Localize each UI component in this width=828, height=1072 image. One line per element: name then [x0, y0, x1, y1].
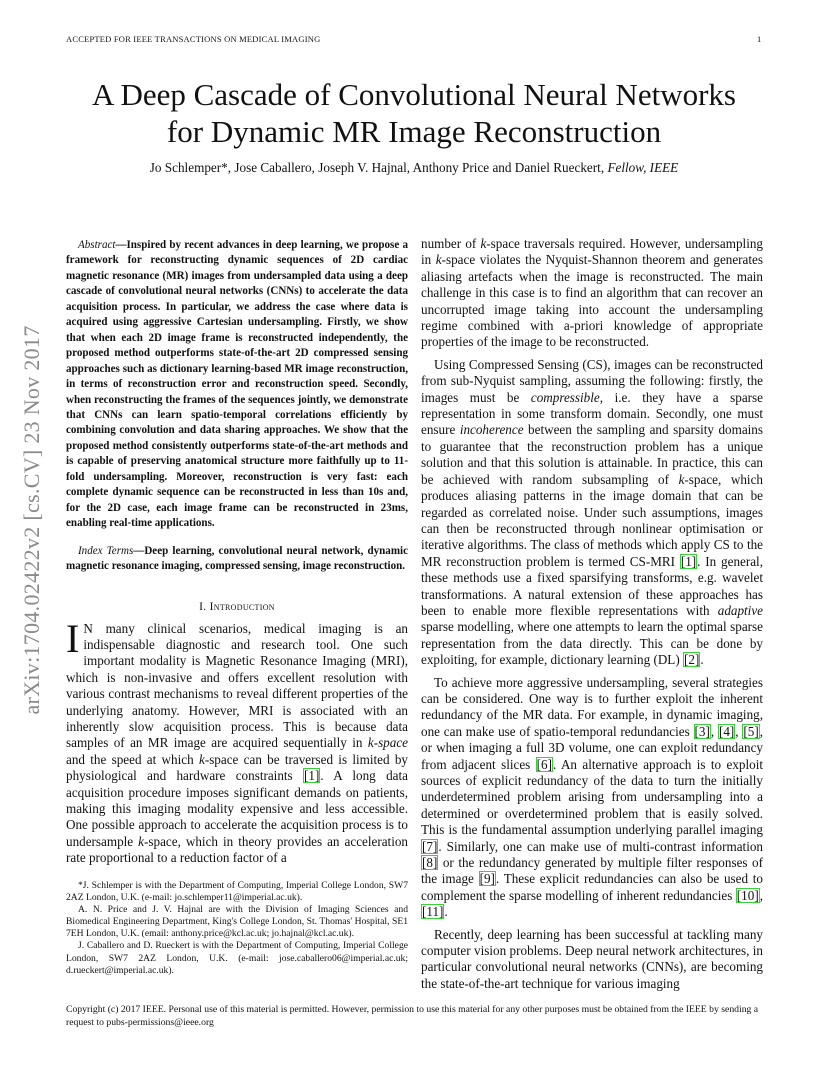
- intro-kspace: k-space: [367, 735, 408, 751]
- math-k: k: [480, 236, 487, 251]
- citation-link[interactable]: [7]: [422, 838, 438, 854]
- citation-link[interactable]: [9]: [479, 871, 495, 887]
- text-run: or the redundancy generated by multiple filter responses of the image: [421, 855, 763, 887]
- abstract: [66, 238, 408, 532]
- author-names: Jo Schlemper*, Jose Caballero, Joseph V. Hajnal, Anthony Price and Daniel Rueckert,: [149, 160, 605, 175]
- intro-first-word: N: [83, 620, 93, 636]
- emph-incoherence: incoherence: [459, 422, 524, 438]
- drop-cap: I: [66, 615, 80, 661]
- citation-link[interactable]: [4]: [718, 723, 735, 739]
- copyright-notice: Copyright (c) 2017 IEEE. Personal use of this material is permitted. However, permission to use this material for any other purposes must be obtained from the IEEE by sending a request to pubs-permissions@ieee.org: [66, 1004, 759, 1028]
- math-k: k: [678, 471, 685, 487]
- text-run: -space, which produces aliasing patterns in the image domain that can be regarded as correlated noise. Under such assumptions, images can then be reconstructed through nonlinear optimisation or iterative algorithms. The class of methods which apply CS to the MR reconstruction problem is termed CS-MRI: [421, 471, 763, 569]
- text-run: -space violates the Nyquist-Shannon theorem and generates aliasing artefacts when the image is reconstructed. The main challenge in this case is to find an algorithm that can recover an uncorrupted image taking into account the undersampling regime combined with a-priori knowledge of appropriate properties of the image to be reconstructed.: [421, 252, 763, 350]
- abstract-lead: Abstract: [78, 239, 116, 251]
- text-run: . In general, these methods use a fixed sparsifying transforms, e.g. wavelet transformations. A natural extension of these approaches has been to enable more flexible representations with: [421, 553, 763, 618]
- text-run: , i.e. they have a sparse representation in some transform domain. Secondly, one must ensure: [421, 389, 763, 438]
- arxiv-stamp: [14, 280, 50, 760]
- citation-link[interactable]: [1]: [304, 768, 320, 784]
- left-column: [66, 238, 408, 867]
- text-run: .: [444, 904, 448, 920]
- right-paragraph-4: Recently, deep learning has been successful at tackling many computer vision problems. Deep neural network architectures, in particular convolutional neural networks (CNNs), are becoming the state-of-the-art technique for various imaging: [421, 926, 763, 991]
- text-run: between the sampling and sparsity domains to guarantee that the reconstruction problem has a unique solution and that this solution is attainable. In practice, this can be achieved with random subsampling of: [421, 422, 763, 487]
- section-heading: [66, 601, 408, 613]
- text-run: -space traversals required. However, undersampling in: [421, 236, 763, 268]
- right-paragraph-1: [421, 236, 763, 351]
- author-fellow: Fellow, IEEE: [607, 160, 679, 175]
- citation-link[interactable]: [8]: [422, 855, 438, 871]
- emph-adaptive: adaptive: [717, 602, 763, 618]
- intro-text-3: -space can be traversed is limited by physiological and hardware constraints: [66, 751, 408, 784]
- arxiv-id: arXiv:1704.02422v2 [cs.CV] 23 Nov 2017: [19, 325, 44, 715]
- index-terms-text: —Deep learning, convolutional neural network, dynamic magnetic resonance imaging, compressed sensing, image reconstruction.: [66, 544, 408, 573]
- page-number: 1: [757, 34, 762, 44]
- index-terms-lead: Index Terms: [78, 544, 134, 557]
- intro-text-4: . A long data acquisition procedure imposes significant demands on patients, making this imaging modality expensive and less accessible. One possible approach to accelerate the acquisition process is to undersample: [66, 768, 408, 849]
- right-paragraph-2: [421, 357, 763, 669]
- text-run: To achieve more aggressive undersampling, several strategies can be considered. One way is to further exploit the inherent redundancy of the MR data. For example, in dynamic imaging, one can make use of spatio-temporal redundancies: [421, 674, 763, 739]
- emph-compressible: compressible: [530, 389, 600, 405]
- footnote: *J. Schlemper is with the Department of Computing, Imperial College London, SW7 2AZ London, U.K. (e-mail: jo.schlemper11@imperial.ac.uk).: [66, 880, 408, 904]
- author-list: [0, 160, 828, 176]
- footnotes: [66, 880, 408, 977]
- footnote: A. N. Price and J. V. Hajnal are with the Division of Imaging Sciences and Biomedical Engineering Department, King's College London, St. Thomas' Hospital, SE1 7EH London, U.K. (email: anthony.price@kcl.ac.uk; jo.hajnal@kcl.ac.uk).: [66, 904, 408, 940]
- intro-text-1: many clinical scenarios, medical imaging is an indispensable diagnostic and research tool. One such important modality is Magnetic Resonance Imaging (MRI), which is non-invasive and offers excellent resolution with various contrast mechanisms to reveal different properties of the underlying anatomy. However, MRI is associated with an inherently slow acquisition process. This is because data samples of an MR image are acquired sequentially in: [66, 620, 408, 751]
- intro-text-2: and the speed at which: [66, 751, 199, 767]
- text-run: .: [700, 652, 704, 668]
- intro-text-5: -space, which in theory provides an acceleration rate proportional to a reduction factor of a: [66, 833, 408, 866]
- text-run: ,: [710, 723, 718, 739]
- citation-link[interactable]: [10]: [736, 887, 759, 903]
- intro-k: k: [198, 751, 205, 767]
- citation-link[interactable]: [1]: [680, 553, 697, 569]
- math-k: k: [435, 252, 442, 268]
- right-column: [421, 236, 763, 992]
- section-number: I.: [199, 600, 207, 613]
- right-paragraph-3: [421, 675, 763, 921]
- text-run: . These explicit redundancies can also be used to complement the sparse modelling of inherent redundancies: [421, 871, 763, 903]
- footnote: J. Caballero and D. Rueckert is with the Department of Computing, Imperial College London, SW7 2AZ London, U.K. (e-mail: jose.caballero06@imperial.ac.uk; d.rueckert@imperial.ac.uk).: [66, 940, 408, 976]
- section-title: Introduction: [209, 600, 275, 613]
- text-run: . An alternative approach is to exploit sources of explicit redundancy of the data to turn the initially underdetermined problem arising from undersampling into a determined or overdetermined problem that is easily solved. This is the fundamental assumption underlying parallel imaging: [421, 756, 764, 838]
- text-run: Using Compressed Sensing (CS), images can be reconstructed from sub-Nyquist sampling, assuming the following: firstly, the images must be: [421, 356, 763, 405]
- text-run: , or when imaging a full 3D volume, one can exploit redundancy from adjacent slices: [421, 723, 763, 772]
- citation-link[interactable]: [3]: [694, 723, 710, 739]
- text-run: . Similarly, one can make use of multi-contrast information: [438, 838, 763, 854]
- index-terms: [66, 544, 408, 575]
- text-run: number of: [421, 236, 481, 251]
- text-run: ,: [759, 887, 763, 903]
- citation-link[interactable]: [6]: [536, 756, 552, 772]
- text-run: ,: [735, 723, 743, 739]
- citation-link[interactable]: [5]: [743, 723, 759, 739]
- paper-title: [0, 76, 828, 150]
- intro-k: k: [138, 833, 145, 849]
- abstract-text: —Inspired by recent advances in deep learning, we propose a framework for reconstructing dynamic sequences of 2D cardiac magnetic resonance (MR) images from undersampled data using a deep cascade of convolutional neural networks (CNNs) to accelerate the data acquisition process. In particular, we address the case where data is acquired using aggressive Cartesian undersampling. Firstly, we show that when each 2D image frame is reconstructed independently, the proposed method outperforms state-of-the-art 2D compressed sensing approaches such as dictionary learning-based MR image reconstruction, in terms of reconstruction error and reconstruction speed. Secondly, when reconstructing the frames of the sequences jointly, we demonstrate that CNNs can learn spatio-temporal correlations efficiently by combining convolution and data sharing approaches. We show that the proposed method consistently outperforms state-of-the-art methods and is capable of preserving anatomical structure more faithfully up to 11-fold undersampling. Moreover, reconstruction is very fast: each complete dynamic sequence can be reconstructed in less than 10s and, for the 2D case, each image frame can be reconstructed in 23ms, enabling real-time applications.: [66, 239, 408, 530]
- intro-paragraph-1: [66, 615, 408, 867]
- title-line-1: A Deep Cascade of Convolutional Neural Networks: [92, 77, 736, 112]
- title-line-2: for Dynamic MR Image Reconstruction: [166, 114, 662, 149]
- text-run: sparse modelling, where one attempts to learn the optimal sparse representation from the data directly. This can be done by exploiting, for example, dictionary learning (DL): [421, 619, 763, 668]
- running-header: ACCEPTED FOR IEEE TRANSACTIONS ON MEDICAL IMAGING: [66, 34, 321, 44]
- citation-link[interactable]: [2]: [684, 652, 700, 668]
- citation-link[interactable]: [11]: [422, 904, 444, 920]
